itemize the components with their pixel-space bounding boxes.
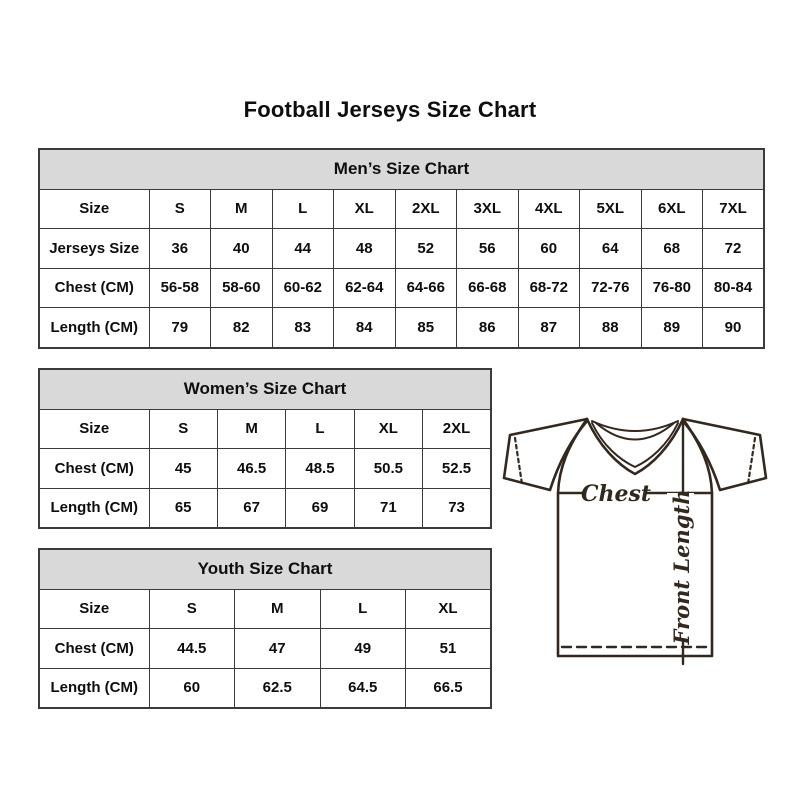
table-cell: 60 <box>518 229 580 269</box>
table-cell: S <box>149 409 217 449</box>
table-cell: 6XL <box>641 189 703 229</box>
table-cell: 40 <box>211 229 273 269</box>
table-cell: 65 <box>149 488 217 528</box>
table-cell: 90 <box>703 308 765 348</box>
table-cell: 5XL <box>580 189 642 229</box>
table-cell: 4XL <box>518 189 580 229</box>
table-cell: 76-80 <box>641 268 703 308</box>
table-cell: 62.5 <box>235 668 321 708</box>
table-cell: 68 <box>641 229 703 269</box>
table-cell: M <box>217 409 285 449</box>
table-cell: XL <box>406 589 492 629</box>
table-row <box>39 629 491 669</box>
table-cell: 56 <box>457 229 519 269</box>
men-table-header-row <box>39 149 764 189</box>
row-label: Jerseys Size <box>39 229 149 269</box>
table-row <box>39 409 491 449</box>
table-cell: 72-76 <box>580 268 642 308</box>
row-label: Size <box>39 189 149 229</box>
mens-size-table <box>38 148 765 349</box>
table-row <box>39 668 491 708</box>
table-cell: 48.5 <box>286 449 354 489</box>
front-length-label: Front Length <box>669 489 694 645</box>
table-cell: 52.5 <box>423 449 491 489</box>
jersey-icon <box>500 404 772 668</box>
table-cell: 83 <box>272 308 334 348</box>
row-label: Length (CM) <box>39 488 149 528</box>
table-cell: 66.5 <box>406 668 492 708</box>
table-cell: 58-60 <box>211 268 273 308</box>
table-cell: M <box>211 189 273 229</box>
left-cuff-dashed-line <box>515 438 522 484</box>
table-cell: 52 <box>395 229 457 269</box>
table-cell: 36 <box>149 229 211 269</box>
youth-table-header-row <box>39 549 491 589</box>
table-cell: 2XL <box>423 409 491 449</box>
table-cell: 60 <box>149 668 235 708</box>
right-cuff-dashed-line <box>748 438 755 484</box>
table-cell: 89 <box>641 308 703 348</box>
row-label: Size <box>39 589 149 629</box>
table-row <box>39 268 764 308</box>
women-table-header-row <box>39 369 491 409</box>
table-cell: 62-64 <box>334 268 396 308</box>
table-cell: 69 <box>286 488 354 528</box>
table-row <box>39 229 764 269</box>
table-cell: 64-66 <box>395 268 457 308</box>
table-cell: 47 <box>235 629 321 669</box>
table-cell: 7XL <box>703 189 765 229</box>
women-table-title: Women’s Size Chart <box>39 369 491 409</box>
table-cell: S <box>149 589 235 629</box>
row-label: Chest (CM) <box>39 449 149 489</box>
row-label: Length (CM) <box>39 308 149 348</box>
table-cell: 71 <box>354 488 422 528</box>
table-cell: 84 <box>334 308 396 348</box>
table-cell: 66-68 <box>457 268 519 308</box>
youth-table-title: Youth Size Chart <box>39 549 491 589</box>
row-label: Size <box>39 409 149 449</box>
table-cell: 2XL <box>395 189 457 229</box>
table-cell: 49 <box>320 629 406 669</box>
table-cell: L <box>272 189 334 229</box>
table-cell: 56-58 <box>149 268 211 308</box>
table-cell: 3XL <box>457 189 519 229</box>
table-cell: 67 <box>217 488 285 528</box>
table-cell: 79 <box>149 308 211 348</box>
table-cell: 46.5 <box>217 449 285 489</box>
table-cell: 48 <box>334 229 396 269</box>
row-label: Length (CM) <box>39 668 149 708</box>
table-cell: 60-62 <box>272 268 334 308</box>
table-cell: L <box>320 589 406 629</box>
row-label: Chest (CM) <box>39 629 149 669</box>
table-cell: M <box>235 589 321 629</box>
row-label: Chest (CM) <box>39 268 149 308</box>
table-row <box>39 488 491 528</box>
youth-size-table <box>38 548 492 709</box>
table-cell: 80-84 <box>703 268 765 308</box>
table-cell: 88 <box>580 308 642 348</box>
table-cell: L <box>286 409 354 449</box>
table-cell: 44 <box>272 229 334 269</box>
table-cell: 64.5 <box>320 668 406 708</box>
table-cell: 51 <box>406 629 492 669</box>
table-cell: 73 <box>423 488 491 528</box>
chest-label: Chest <box>580 481 652 507</box>
table-cell: 50.5 <box>354 449 422 489</box>
table-row <box>39 189 764 229</box>
table-cell: XL <box>334 189 396 229</box>
table-cell: 44.5 <box>149 629 235 669</box>
table-cell: 86 <box>457 308 519 348</box>
jersey-measurement-diagram <box>500 404 772 668</box>
table-cell: S <box>149 189 211 229</box>
table-row <box>39 449 491 489</box>
table-cell: 64 <box>580 229 642 269</box>
table-cell: XL <box>354 409 422 449</box>
table-row <box>39 589 491 629</box>
table-cell: 85 <box>395 308 457 348</box>
table-cell: 72 <box>703 229 765 269</box>
table-cell: 68-72 <box>518 268 580 308</box>
womens-size-table <box>38 368 492 529</box>
table-cell: 82 <box>211 308 273 348</box>
men-table-title: Men’s Size Chart <box>39 149 764 189</box>
table-cell: 45 <box>149 449 217 489</box>
page-title: Football Jerseys Size Chart <box>243 97 537 122</box>
table-row <box>39 308 764 348</box>
table-cell: 87 <box>518 308 580 348</box>
